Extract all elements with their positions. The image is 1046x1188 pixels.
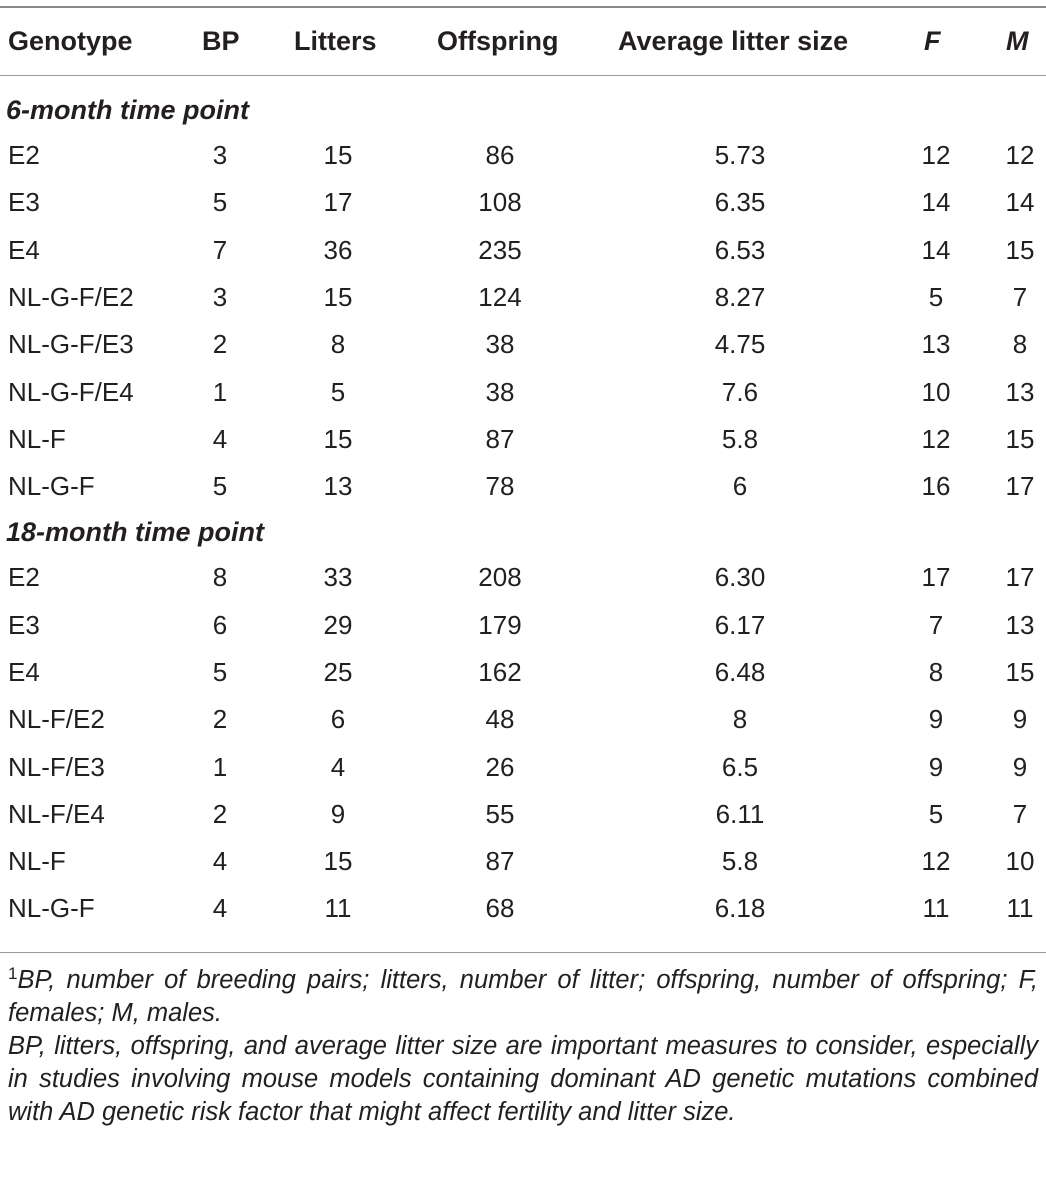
table-row xyxy=(0,602,1046,648)
cell-offspring: 38 xyxy=(485,329,515,359)
table-row xyxy=(0,791,1046,837)
cell-average-litter-size: 6.18 xyxy=(714,893,766,923)
footnote-remark: BP, litters, offspring, and average litter size are important measures to consider, especially in studies involving mouse models containing dominant AD genetic mutations combined with AD genetic risk factor that might affect fertility and litter size. xyxy=(8,1032,1038,1126)
table-row xyxy=(0,321,1046,367)
cell-average-litter-size: 4.75 xyxy=(714,329,766,359)
bottom-rule xyxy=(0,952,1046,953)
cell-females: 17 xyxy=(921,562,951,592)
cell-litters: 15 xyxy=(323,140,353,170)
cell-males: 17 xyxy=(1005,471,1035,501)
cell-bp: 6 xyxy=(212,610,228,640)
cell-litters: 17 xyxy=(323,187,353,217)
table-footnotes xyxy=(8,964,1038,1129)
cell-males: 13 xyxy=(1005,377,1035,407)
cell-males: 15 xyxy=(1005,235,1035,265)
cell-females: 11 xyxy=(922,893,950,923)
cell-bp: 5 xyxy=(212,471,228,501)
cell-litters: 8 xyxy=(330,329,346,359)
cell-average-litter-size: 6.48 xyxy=(714,657,766,687)
cell-average-litter-size: 8.27 xyxy=(714,282,766,312)
cell-females: 10 xyxy=(921,377,951,407)
header-genotype: Genotype xyxy=(8,26,133,56)
cell-genotype: E3 xyxy=(8,187,40,217)
cell-offspring: 55 xyxy=(485,799,515,829)
cell-females: 12 xyxy=(921,140,951,170)
header-rule xyxy=(0,75,1046,76)
cell-average-litter-size: 5.8 xyxy=(721,424,759,454)
cell-average-litter-size: 6.17 xyxy=(714,610,766,640)
cell-bp: 5 xyxy=(212,187,228,217)
cell-litters: 6 xyxy=(330,704,346,734)
cell-females: 12 xyxy=(921,846,951,876)
table-row xyxy=(0,227,1046,273)
cell-genotype: NL-F/E2 xyxy=(8,704,105,734)
cell-genotype: NL-G-F xyxy=(8,893,95,923)
table-row xyxy=(0,838,1046,884)
cell-males: 10 xyxy=(1005,846,1035,876)
cell-males: 12 xyxy=(1005,140,1035,170)
cell-litters: 11 xyxy=(324,893,352,923)
section-title: 6-month time point xyxy=(6,95,249,125)
cell-genotype: E4 xyxy=(8,235,40,265)
cell-litters: 9 xyxy=(330,799,346,829)
header-bp: BP xyxy=(202,26,240,56)
cell-bp: 2 xyxy=(212,704,228,734)
cell-offspring: 87 xyxy=(485,846,515,876)
top-rule xyxy=(0,6,1046,8)
cell-offspring: 48 xyxy=(485,704,515,734)
cell-males: 15 xyxy=(1005,657,1035,687)
cell-offspring: 235 xyxy=(478,235,522,265)
cell-average-litter-size: 8 xyxy=(732,704,748,734)
cell-offspring: 124 xyxy=(478,282,522,312)
cell-average-litter-size: 5.73 xyxy=(714,140,766,170)
cell-males: 14 xyxy=(1005,187,1035,217)
cell-offspring: 108 xyxy=(478,187,522,217)
cell-males: 13 xyxy=(1005,610,1035,640)
cell-females: 9 xyxy=(928,752,944,782)
cell-litters: 4 xyxy=(330,752,346,782)
table-row xyxy=(0,416,1046,462)
cell-litters: 15 xyxy=(323,282,353,312)
cell-females: 5 xyxy=(928,799,944,829)
cell-bp: 8 xyxy=(212,562,228,592)
cell-average-litter-size: 6 xyxy=(732,471,748,501)
cell-offspring: 38 xyxy=(485,377,515,407)
table-row xyxy=(0,369,1046,415)
cell-bp: 1 xyxy=(212,752,228,782)
cell-offspring: 208 xyxy=(478,562,522,592)
cell-offspring: 179 xyxy=(478,610,522,640)
header-males: M xyxy=(1006,26,1029,56)
cell-bp: 4 xyxy=(212,424,228,454)
cell-females: 5 xyxy=(928,282,944,312)
cell-average-litter-size: 6.5 xyxy=(721,752,759,782)
cell-males: 9 xyxy=(1012,752,1028,782)
cell-males: 11 xyxy=(1006,893,1034,923)
table-row xyxy=(0,649,1046,695)
cell-offspring: 78 xyxy=(485,471,515,501)
cell-genotype: NL-F/E4 xyxy=(8,799,105,829)
cell-average-litter-size: 6.11 xyxy=(715,799,765,829)
cell-genotype: NL-G-F/E2 xyxy=(8,282,134,312)
cell-females: 13 xyxy=(921,329,951,359)
cell-bp: 2 xyxy=(212,799,228,829)
table-row xyxy=(0,744,1046,790)
table-row xyxy=(0,179,1046,225)
cell-genotype: E3 xyxy=(8,610,40,640)
table-row xyxy=(0,463,1046,509)
footnote-definitions-text: BP, number of breeding pairs; litters, number of litter; offspring, number of offspring; F, females; M, males. xyxy=(8,966,1038,1027)
cell-females: 14 xyxy=(921,187,951,217)
cell-bp: 3 xyxy=(212,282,228,312)
cell-average-litter-size: 6.30 xyxy=(714,562,766,592)
cell-litters: 36 xyxy=(323,235,353,265)
cell-females: 12 xyxy=(921,424,951,454)
cell-litters: 29 xyxy=(323,610,353,640)
cell-litters: 25 xyxy=(323,657,353,687)
cell-females: 7 xyxy=(928,610,944,640)
cell-genotype: E2 xyxy=(8,562,40,592)
cell-genotype: NL-F xyxy=(8,846,66,876)
cell-males: 8 xyxy=(1012,329,1028,359)
cell-females: 9 xyxy=(928,704,944,734)
cell-females: 14 xyxy=(921,235,951,265)
cell-bp: 4 xyxy=(212,846,228,876)
cell-offspring: 87 xyxy=(485,424,515,454)
cell-litters: 13 xyxy=(323,471,353,501)
cell-average-litter-size: 7.6 xyxy=(721,377,759,407)
section-title: 18-month time point xyxy=(6,517,264,548)
header-average-litter-size: Average litter size xyxy=(618,26,849,56)
cell-bp: 2 xyxy=(212,329,228,359)
cell-genotype: E2 xyxy=(8,140,40,170)
header-litters: Litters xyxy=(294,26,377,56)
cell-females: 16 xyxy=(921,471,951,501)
table-row xyxy=(0,132,1046,178)
cell-genotype: NL-F xyxy=(8,424,66,454)
cell-litters: 33 xyxy=(323,562,353,592)
cell-litters: 15 xyxy=(323,846,353,876)
cell-offspring: 162 xyxy=(478,657,522,687)
cell-bp: 1 xyxy=(212,377,228,407)
cell-bp: 4 xyxy=(212,893,228,923)
cell-offspring: 68 xyxy=(485,893,515,923)
cell-males: 9 xyxy=(1012,704,1028,734)
cell-males: 7 xyxy=(1012,799,1028,829)
table-row xyxy=(0,696,1046,742)
cell-females: 8 xyxy=(928,657,944,687)
table-row xyxy=(0,274,1046,320)
footnote-definitions xyxy=(8,964,1038,1030)
cell-bp: 3 xyxy=(212,140,228,170)
header-offspring: Offspring xyxy=(437,26,559,56)
cell-males: 7 xyxy=(1012,282,1028,312)
cell-litters: 5 xyxy=(330,377,346,407)
cell-genotype: NL-G-F/E3 xyxy=(8,329,134,359)
cell-average-litter-size: 6.53 xyxy=(714,235,766,265)
cell-bp: 7 xyxy=(212,235,228,265)
cell-genotype: E4 xyxy=(8,657,40,687)
cell-offspring: 86 xyxy=(485,140,515,170)
footnote-marker: 1 xyxy=(8,964,18,983)
cell-males: 15 xyxy=(1005,424,1035,454)
cell-genotype: NL-G-F/E4 xyxy=(8,377,134,407)
cell-average-litter-size: 6.35 xyxy=(714,187,766,217)
cell-males: 17 xyxy=(1005,562,1035,592)
cell-bp: 5 xyxy=(212,657,228,687)
cell-offspring: 26 xyxy=(485,752,515,782)
cell-genotype: NL-F/E3 xyxy=(8,752,105,782)
cell-litters: 15 xyxy=(323,424,353,454)
cell-average-litter-size: 5.8 xyxy=(721,846,759,876)
table-row xyxy=(0,554,1046,600)
cell-genotype: NL-G-F xyxy=(8,471,95,501)
table-row xyxy=(0,885,1046,931)
header-females: F xyxy=(924,26,941,56)
